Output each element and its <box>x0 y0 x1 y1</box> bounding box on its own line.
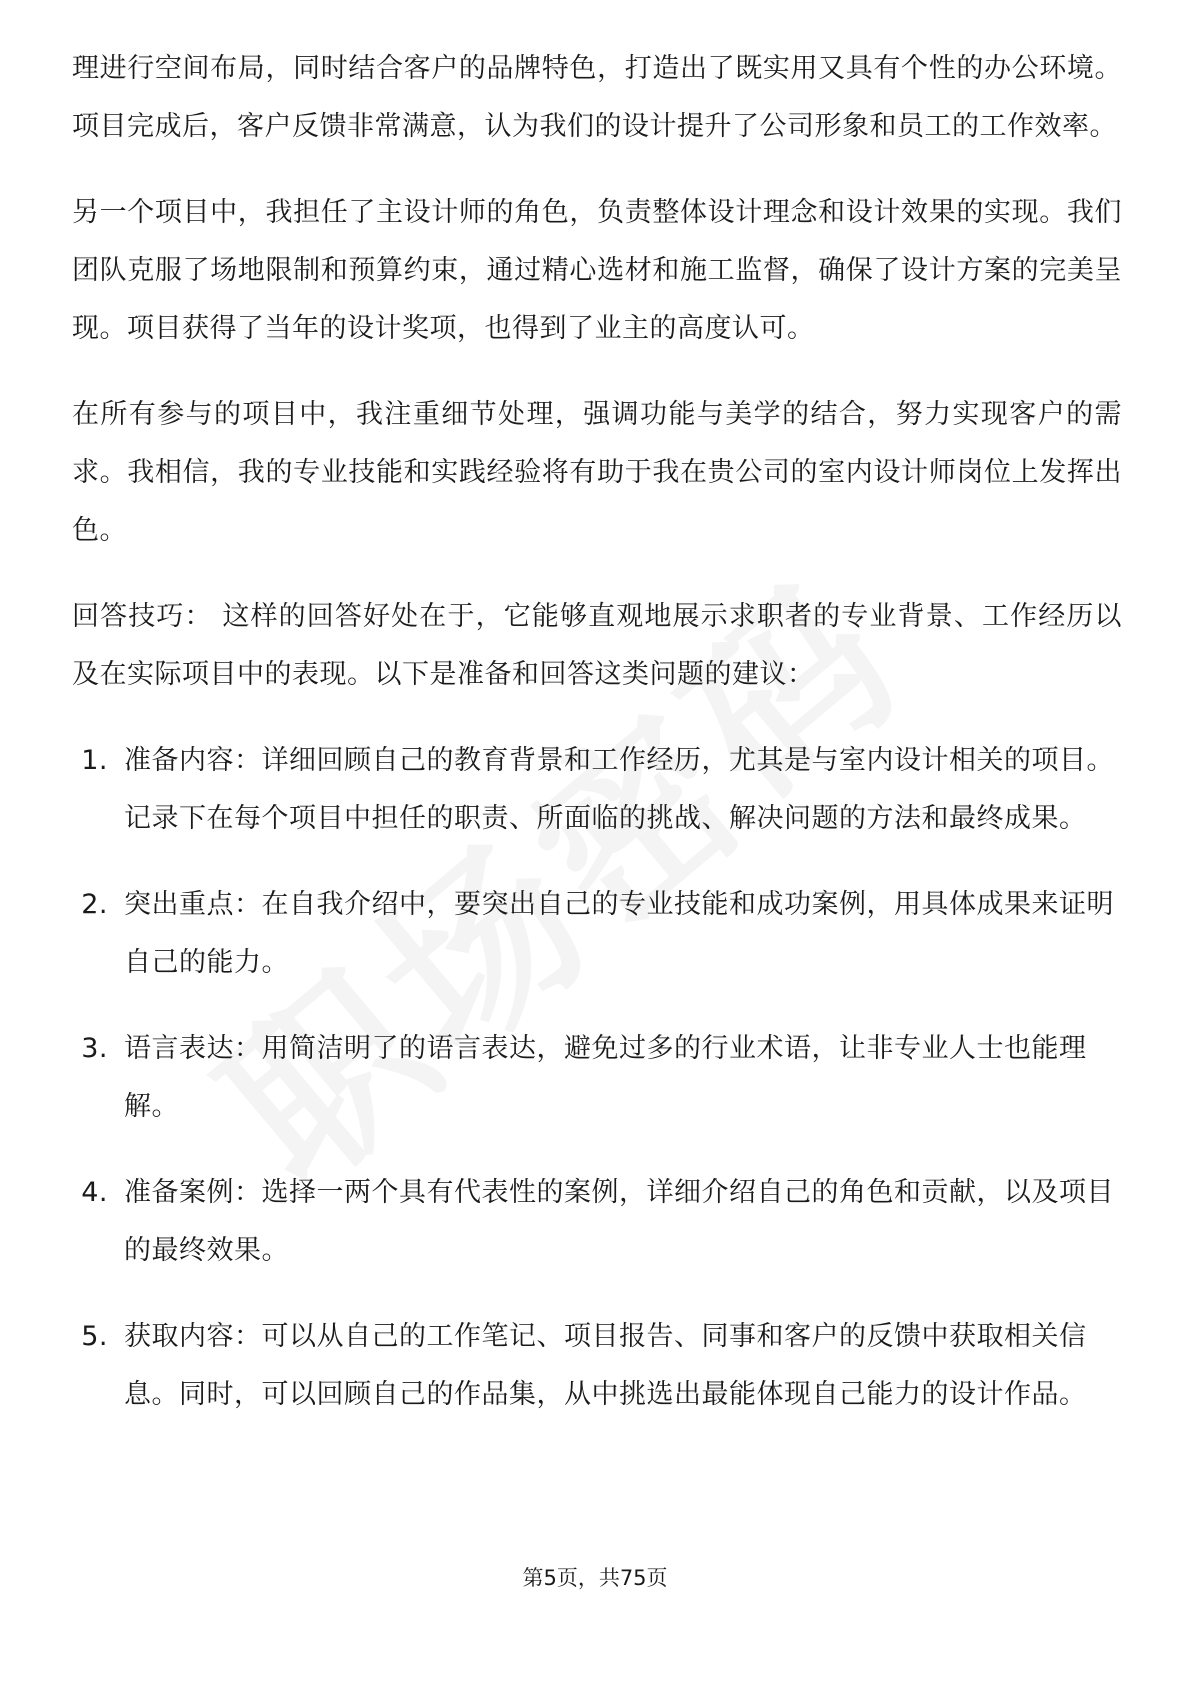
paragraph-1: 理进行空间布局，同时结合客户的品牌特色，打造出了既实用又具有个性的办公环境。项目完成后，客户反馈非常满意，认为我们的设计提升了公司形象和员工的工作效率。 <box>72 53 1122 142</box>
list-item-text: 语言表达：用简洁明了的语言表达，避免过多的行业术语，让非专业人士也能理解。 <box>124 1033 1087 1122</box>
document-body <box>72 40 1122 1452</box>
page-number-footer: 第5页，共75页 <box>522 1566 668 1590</box>
list-number: 4. <box>81 1177 108 1208</box>
list-item <box>72 1020 1122 1136</box>
list-number: 2. <box>81 889 108 920</box>
list-number: 5. <box>81 1321 108 1352</box>
paragraph-3: 在所有参与的项目中，我注重细节处理，强调功能与美学的结合，努力实现客户的需求。我相信，我的专业技能和实践经验将有助于我在贵公司的室内设计师岗位上发挥出色。 <box>72 399 1122 546</box>
list-number: 1. <box>81 745 108 776</box>
list-item <box>72 1164 1122 1280</box>
answer-tips-paragraph: 回答技巧： 这样的回答好处在于，它能够直观地展示求职者的专业背景、工作经历以及在实际项目中的表现。以下是准备和回答这类问题的建议： <box>72 601 1122 690</box>
list-item <box>72 732 1122 848</box>
list-item-text: 准备内容：详细回顾自己的教育背景和工作经历，尤其是与室内设计相关的项目。记录下在每个项目中担任的职责、所面临的挑战、解决问题的方法和最终成果。 <box>124 745 1114 834</box>
list-number: 3. <box>81 1033 108 1064</box>
paragraph-2: 另一个项目中，我担任了主设计师的角色，负责整体设计理念和设计效果的实现。我们团队克服了场地限制和预算约束，通过精心选材和施工监督，确保了设计方案的完美呈现。项目获得了当年的设计奖项，也得到了业主的高度认可。 <box>72 197 1122 344</box>
list-item <box>72 1308 1122 1424</box>
list-item <box>72 876 1122 992</box>
tips-list <box>72 732 1122 1424</box>
list-item-text: 准备案例：选择一两个具有代表性的案例，详细介绍自己的角色和贡献，以及项目的最终效果。 <box>124 1177 1114 1266</box>
list-item-text: 获取内容：可以从自己的工作笔记、项目报告、同事和客户的反馈中获取相关信息。同时，可以回顾自己的作品集，从中挑选出最能体现自己能力的设计作品。 <box>124 1321 1087 1410</box>
list-item-text: 突出重点：在自我介绍中，要突出自己的专业技能和成功案例，用具体成果来证明自己的能力。 <box>124 889 1114 978</box>
